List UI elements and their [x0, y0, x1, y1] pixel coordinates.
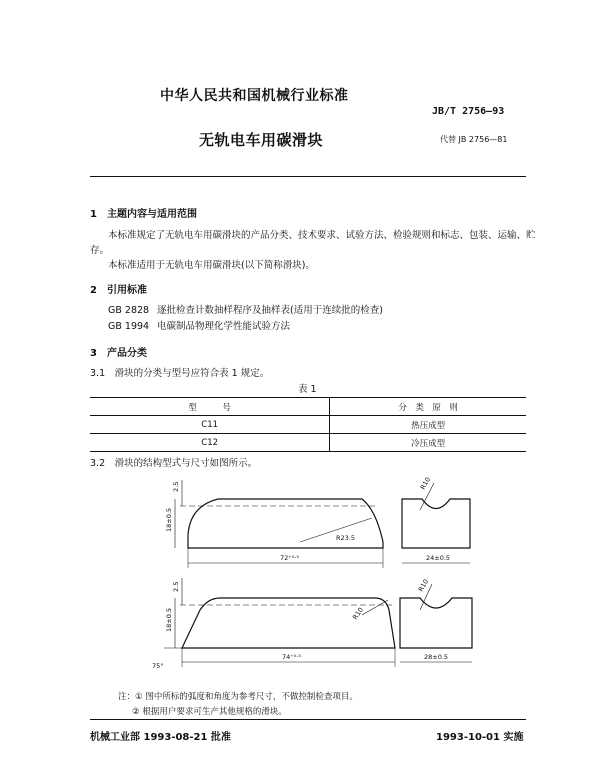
section-1-heading: 1 主题内容与适用范围 [90, 209, 197, 220]
footer-rule [90, 719, 526, 720]
top-radius-label: R23.5 [336, 534, 355, 542]
standard-number: JB/T 2756—93 [432, 106, 505, 117]
issuing-authority: 中华人民共和国机械行业标准 [160, 88, 349, 104]
reference-title: 逐批检查计数抽样程序及抽样表(适用于连续批的检查) [157, 305, 383, 316]
section-1-para-1: 本标准规定了无轨电车用碳滑块的产品分类、技术要求、试验方法、检验规则和标志、包装、运输、贮 [108, 230, 536, 241]
bottom-angle-label: 75° [152, 662, 164, 670]
top-length-label: 72⁺⁰·⁵ [280, 554, 299, 562]
clause-3-1: 3.1 滑块的分类与型号应符合表 1 规定。 [90, 368, 270, 379]
table-caption: 表 1 [298, 384, 317, 395]
effective-date: 1993-10-01 实施 [436, 732, 524, 743]
table-header-row [90, 398, 526, 416]
reference-code: GB 1994 [108, 321, 150, 332]
top-height-label: 18±0.5 [165, 507, 173, 532]
table-header-principle: 分 类 原 则 [330, 398, 526, 416]
table-cell-principle: 冷压成型 [330, 434, 526, 452]
table-cell-model: C12 [201, 437, 219, 448]
top-end-radius-label: R10 [418, 475, 433, 491]
table-row [90, 416, 526, 434]
top-width-label: 24±0.5 [426, 554, 451, 562]
bottom-end-radius-label: R10 [416, 577, 431, 593]
bottom-depth-label: 2.5 [172, 581, 180, 592]
top-depth-label: 2.5 [172, 481, 180, 492]
section-1-para-1-cont: 存。 [90, 245, 110, 256]
reference-code: GB 2828 [108, 305, 150, 316]
approval-line: 机械工业部 1993-08-21 批准 [90, 732, 231, 743]
slider-drawing [0, 470, 600, 685]
header-rule [90, 176, 526, 177]
bottom-length-label: 74⁺⁰·⁵ [282, 653, 301, 661]
classification-table [90, 397, 526, 452]
section-1-para-2: 本标准适用于无轨电车用碳滑块(以下简称滑块)。 [108, 260, 315, 271]
bottom-slider-end-profile [400, 598, 472, 648]
bottom-slider-profile [182, 598, 395, 648]
section-3-heading: 3 产品分类 [90, 348, 147, 359]
bottom-radius-label: R10 [351, 606, 365, 622]
top-slider-end-profile [402, 499, 470, 548]
reference-title: 电碳制品物理化学性能试验方法 [157, 321, 291, 332]
clause-3-2: 3.2 滑块的结构型式与尺寸如图所示。 [90, 458, 258, 469]
table-header-model: 型 号 [188, 402, 231, 413]
table-row [90, 434, 526, 452]
section-2-heading: 2 引用标准 [90, 285, 147, 296]
replaces-standard: 代替 JB 2756—81 [440, 135, 508, 144]
table-cell-model: C11 [201, 419, 219, 430]
bottom-height-label: 18±0.5 [165, 607, 173, 632]
bottom-radius-leader [362, 600, 388, 615]
note-2: ② 根据用户要求可生产其他规格的滑块。 [132, 707, 287, 717]
note-1: 注：① 图中所标的弧度和角度为参考尺寸，不做控制检查项目。 [118, 692, 358, 702]
document-title: 无轨电车用碳滑块 [199, 131, 324, 149]
bottom-width-label: 28±0.5 [424, 653, 449, 661]
table-cell-principle: 热压成型 [330, 416, 526, 434]
